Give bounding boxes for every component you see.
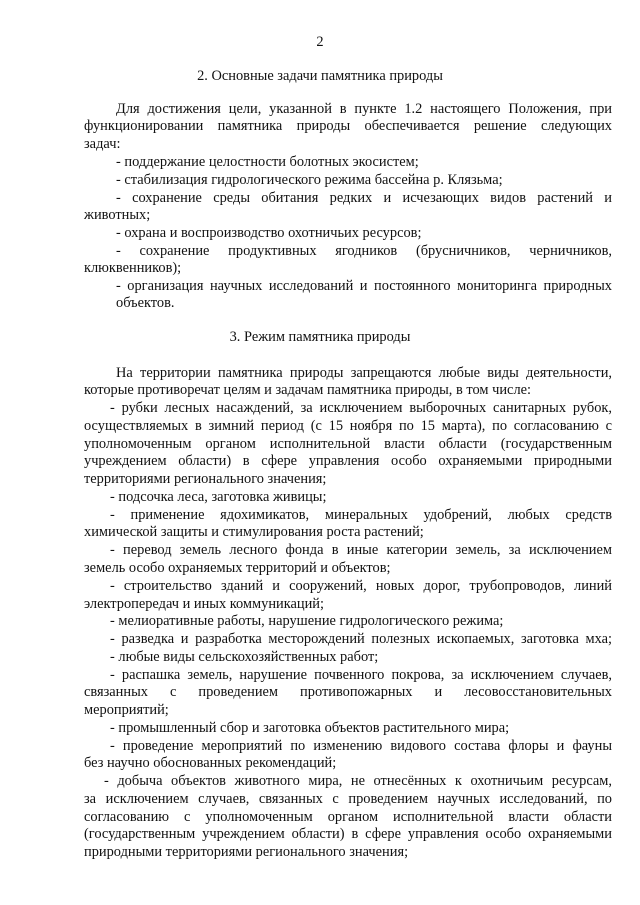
text-line: природными территориями регионального значения; (84, 844, 409, 860)
text-line: - охрана и воспроизводство охотничьих ресурсов; (116, 225, 422, 241)
text-line: осуществляемых в зимний период (с 15 ноября по 15 марта), по согласованию с (84, 418, 612, 434)
text-line: земель особо охраняемых территорий и объектов; (84, 560, 391, 576)
text-line: - проведение мероприятий по изменению видового состава флоры и фауны (110, 738, 612, 754)
text-line: которые противоречат целям и задачам памятника природы, в том числе: (84, 382, 532, 398)
text-line: учреждением области) в сфере управления особо охраняемыми природными (84, 453, 612, 469)
text-line: - разведка и разработка месторождений полезных ископаемых, заготовка мха; (110, 631, 612, 647)
text-line: - подсочка леса, заготовка живицы; (110, 489, 327, 505)
text-line: - сохранение продуктивных ягодников (брусничников, черничников, (116, 243, 612, 259)
text-line: животных; (84, 207, 151, 223)
text-line: за исключением случаев, связанных с проведением научных исследований, по (84, 791, 612, 807)
text-line: - поддержание целостности болотных экосистем; (116, 154, 419, 170)
text-line: Для достижения цели, указанной в пункте 1.2 настоящего Положения, при (116, 101, 612, 117)
text-line: - стабилизация гидрологического режима бассейна р. Клязьма; (116, 172, 503, 188)
text-line: мероприятий; (84, 702, 169, 718)
text-line: - любые виды сельскохозяйственных работ; (110, 649, 379, 665)
section-3-heading: 3. Режим памятника природы (229, 329, 411, 345)
text-line: - организация научных исследований и постоянного мониторинга природных (116, 278, 612, 294)
text-line: - промышленный сбор и заготовка объектов растительного мира; (110, 720, 510, 736)
text-line: без научно обоснованных рекомендаций; (84, 755, 337, 771)
text-line: - распашка земель, нарушение почвенного покрова, за исключением случаев, (110, 667, 612, 683)
section-2-heading: 2. Основные задачи памятника природы (197, 68, 443, 84)
text-line: (государственным учреждением области) в сфере управления особо охраняемыми (84, 826, 612, 842)
text-line: функционировании памятника природы обеспечивается решение следующих (84, 118, 612, 134)
text-line: - применение ядохимикатов, минеральных удобрений, любых средств (110, 507, 612, 523)
text-line: электропередач и иных коммуникаций; (84, 596, 325, 612)
text-line: - строительство зданий и сооружений, новых дорог, трубопроводов, линий (110, 578, 612, 594)
text-line: - мелиоративные работы, нарушение гидрологического режима; (110, 613, 504, 629)
text-line: На территории памятника природы запрещаются любые виды деятельности, (116, 365, 612, 381)
text-line: - перевод земель лесного фонда в иные категории земель, за исключением (110, 542, 612, 558)
text-line: объектов. (116, 295, 175, 311)
text-line: территориями регионального значения; (84, 471, 327, 487)
text-line: клюквенников); (84, 260, 182, 276)
text-line: - добыча объектов животного мира, не отнесённых к охотничьим ресурсам, (104, 773, 612, 789)
text-line: связанных с проведением противопожарных и лесовосстановительных (84, 684, 612, 700)
text-line: согласованию с уполномоченным органом исполнительной власти области (84, 809, 612, 825)
text-line: - сохранение среды обитания редких и исчезающих видов растений и (116, 190, 612, 206)
text-line: уполномоченным органом исполнительной власти области (государственным (84, 436, 612, 452)
text-line: - рубки лесных насаждений, за исключением выборочных санитарных рубок, (110, 400, 612, 416)
page-number: 2 (316, 34, 324, 50)
text-line: задач: (84, 136, 121, 152)
text-line: химической защиты и стимулирования роста растений; (84, 524, 424, 540)
